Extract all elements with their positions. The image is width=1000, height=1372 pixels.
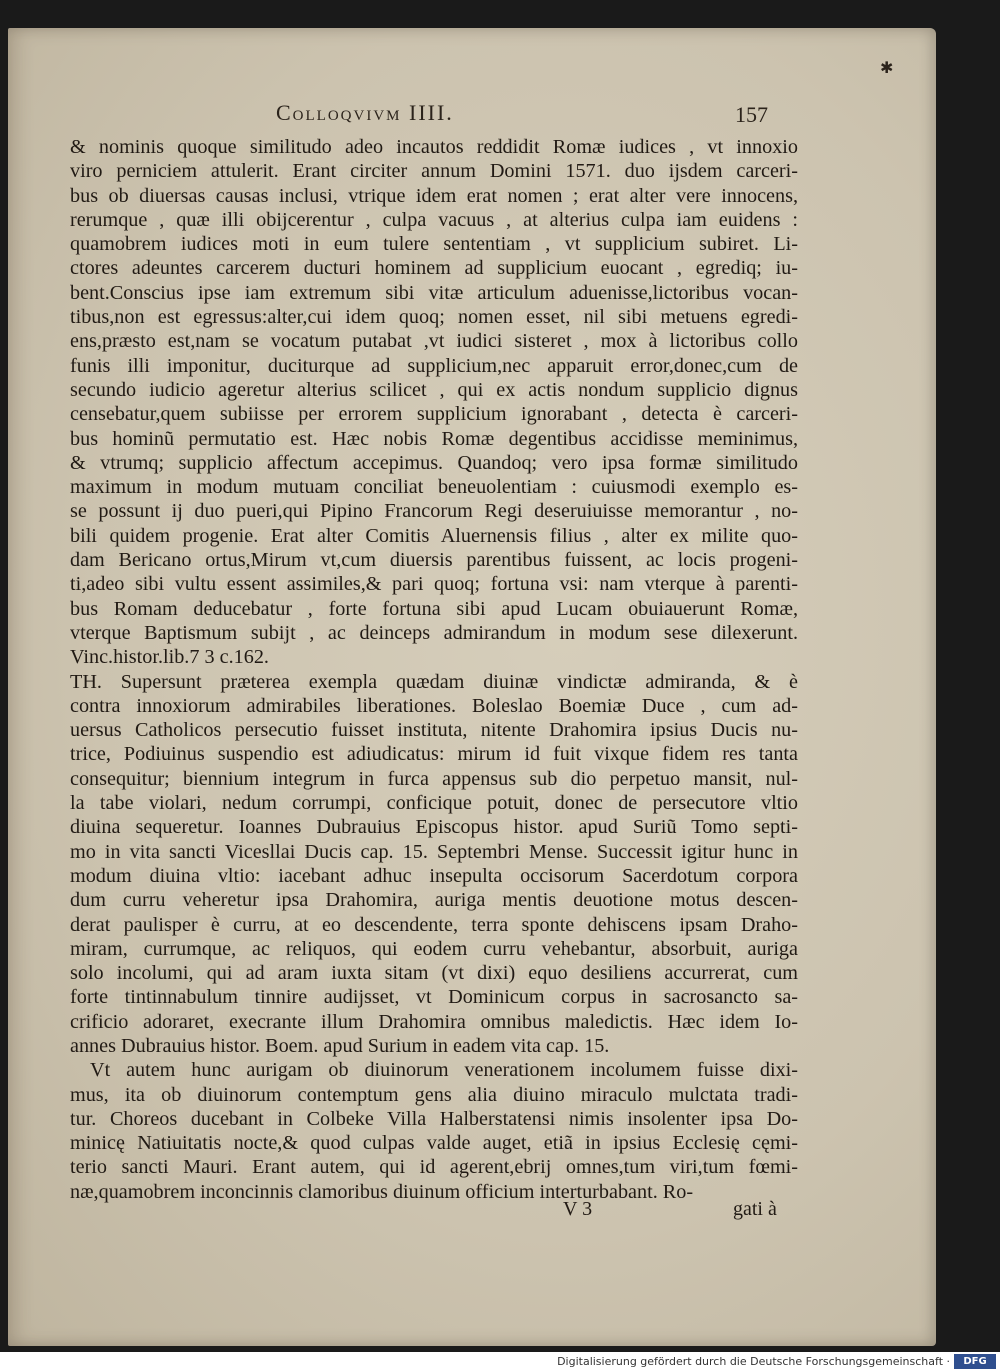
text-line: censebatur,quem subiisse per errorem supplicium ignorabant , detecta è carceri-: [70, 403, 798, 426]
signature-mark: V 3: [563, 1198, 593, 1220]
text-line: & nominis quoque similitudo adeo incautos reddidit Romæ iudices , vt innoxio: [70, 136, 798, 158]
text-line: & vtrumq; supplicio affectum accepimus. Quandoq; vero ipsa formæ similitudo: [70, 451, 798, 474]
text-line: uersus Catholicos persecutio fuisset instituta, nitente Drahomira ipsius Ducis nu-: [70, 719, 798, 742]
text-line: tibus,non est egressus:alter,cui idem quoq; nomen esset, nil sibi metuens egredi-: [70, 306, 798, 329]
text-line: minicę Natiuitatis nocte,& quod culpas valde auget, etiã in ipsius Ecclesię cęmi-: [70, 1132, 798, 1155]
text-line: modum diuina vltio: iacebant adhuc insepulta occisorum Sacerdotum corpora: [70, 864, 798, 887]
text-line: se possunt ij duo pueri,qui Pipino Francorum Regi deseruiuisse memorantur , no-: [70, 500, 798, 523]
page-header: [8, 98, 936, 128]
catchword: gati à: [733, 1198, 777, 1220]
text-line: consequitur; biennium integrum in furca appensus sub dio perpetuo mansit, nul-: [70, 767, 798, 790]
text-line: bent.Conscius ipse iam extremum sibi vitæ articulum aduenisse,lictoribus vocan-: [70, 281, 798, 304]
text-line: mo in vita sancti Vicesllai Ducis cap. 15. Septembri Mense. Successit igitur hunc in: [70, 840, 798, 863]
text-line: ens,præsto est,nam se vocatum putabat ,vt iudici sisteret , mox à lictoribus collo: [70, 330, 798, 353]
text-line: ctores adeuntes carcerem ducturi hominem ad supplicium euocant , egrediq; iu-: [70, 257, 798, 280]
corner-mark: ✱: [880, 60, 894, 77]
text-line: la tabe violari, nedum corrumpi, conficique potuit, donec de persecutore vltio: [70, 792, 798, 815]
text-line: bus hominũ permutatio est. Hæc nobis Romæ degentibus accidisse meminimus,: [70, 427, 798, 450]
text-line: forte tintinnabulum tinnire audijsset, vt Dominicum corpus in sacrosancto sa-: [70, 986, 798, 1009]
page-number: 157: [735, 102, 768, 127]
text-line: crificio adoraret, execrante illum Drahomira omnibus maledictis. Hæc idem Io-: [70, 1010, 798, 1033]
text-line: funis illi imponitur, duciturque ad supplicium,nec apparuit error,donec,cum de: [70, 354, 798, 377]
text-line: diuina sequeretur. Ioannes Dubrauius Episcopus histor. apud Suriũ Tomo septi-: [70, 816, 798, 839]
text-line: terio sancti Mauri. Erant autem, qui id agerent,ebrij omnes,tum viri,tum fœmi-: [70, 1156, 798, 1179]
text-line: annes Dubrauius histor. Boem. apud Surium in eadem vita cap. 15.: [70, 1034, 610, 1057]
text-line: næ,quamobrem inconcinnis clamoribus diuinum officium interturbabant. Ro-: [70, 1180, 694, 1203]
text-line: vterque Baptismum subijt , ac deinceps admirandum in modum sese dilexerunt.: [70, 621, 798, 644]
text-line: viro perniciem attulerit. Erant circiter annum Domini 1571. duo ijsdem carceri-: [70, 160, 798, 183]
credit-text: Digitalisierung gefördert durch die Deutsche Forschungsgemeinschaft ·: [557, 1355, 950, 1368]
text-line: TH. Supersunt præterea exempla quædam diuinæ vindictæ admiranda, & è: [70, 670, 798, 693]
text-line: derat paulisper è curru, at eo descendente, terra sponte dehiscens ipsam Draho-: [70, 913, 798, 936]
text-line: dam Bericano ortus,Mirum vt,cum diuersis parentibus fuissent, ac locis progeni-: [70, 549, 798, 572]
text-line: bus ob diuersas causas inclusi, vtrique idem erat nomen ; erat alter vere innocens,: [70, 184, 798, 207]
text-line: bus Romam deducebatur , forte fortuna sibi apud Lucam obuiauerunt Romæ,: [70, 597, 798, 620]
text-line: ti,adeo sibi vultu essent assimiles,& pari quoq; fortuna vsi: nam vterque à parenti-: [70, 573, 798, 596]
text-line: contra innoxiorum admirabiles liberationes. Boleslao Boemiæ Duce , cum ad-: [70, 694, 798, 717]
text-line: rerumque , quæ illi obijcerentur , culpa vacuus , at alterius culpa iam euidens :: [70, 208, 798, 231]
text-line: quamobrem iudices moti in eum tulere sententiam , vt supplicium subiret. Li-: [70, 233, 798, 256]
text-line: secundo iudicio ageretur alterius scilicet , qui ex actis nondum supplicio dignus: [70, 378, 798, 401]
text-line: Vt autem hunc aurigam ob diuinorum venerationem incolumem fuisse dixi-: [90, 1059, 798, 1082]
text-line: miram, currumque, ac reliquos, qui eodem curru vehebantur, absorbuit, auriga: [70, 937, 798, 960]
text-line: trice, Podiuinus suspendio est adiudicatus: mirum id fuit vixque fidem res tanta: [70, 743, 798, 766]
text-line: Vinc.histor.lib.7 3 c.162.: [70, 646, 269, 669]
text-line: maximum in modum mutuam conciliat beneuolentiam : cuiusmodi exemplo es-: [70, 476, 798, 499]
text-line: dum curru veheretur ipsa Drahomira, auriga mentis deuotione motus descen-: [70, 889, 798, 912]
body-text: [70, 135, 798, 1204]
credit-bar: [0, 1352, 1000, 1372]
text-line: mus, ita ob diuinorum contemptum gens alia diuino miraculo mulctata tradi-: [70, 1083, 798, 1106]
text-line: bili quidem progenie. Erat alter Comitis Aluernensis filius , alter ex milite quo-: [70, 524, 798, 547]
dfg-logo: DFG: [954, 1354, 996, 1369]
text-line: tur. Choreos ducebant in Colbeke Villa Halberstatensi nimis insolenter ipsa Do-: [70, 1107, 798, 1130]
text-line: solo incolumi, qui ad aram iuxta sitam (vt dixi) equo desiliens accurrerat, cum: [70, 962, 798, 985]
running-title: Colloqvivm IIII.: [276, 100, 454, 125]
